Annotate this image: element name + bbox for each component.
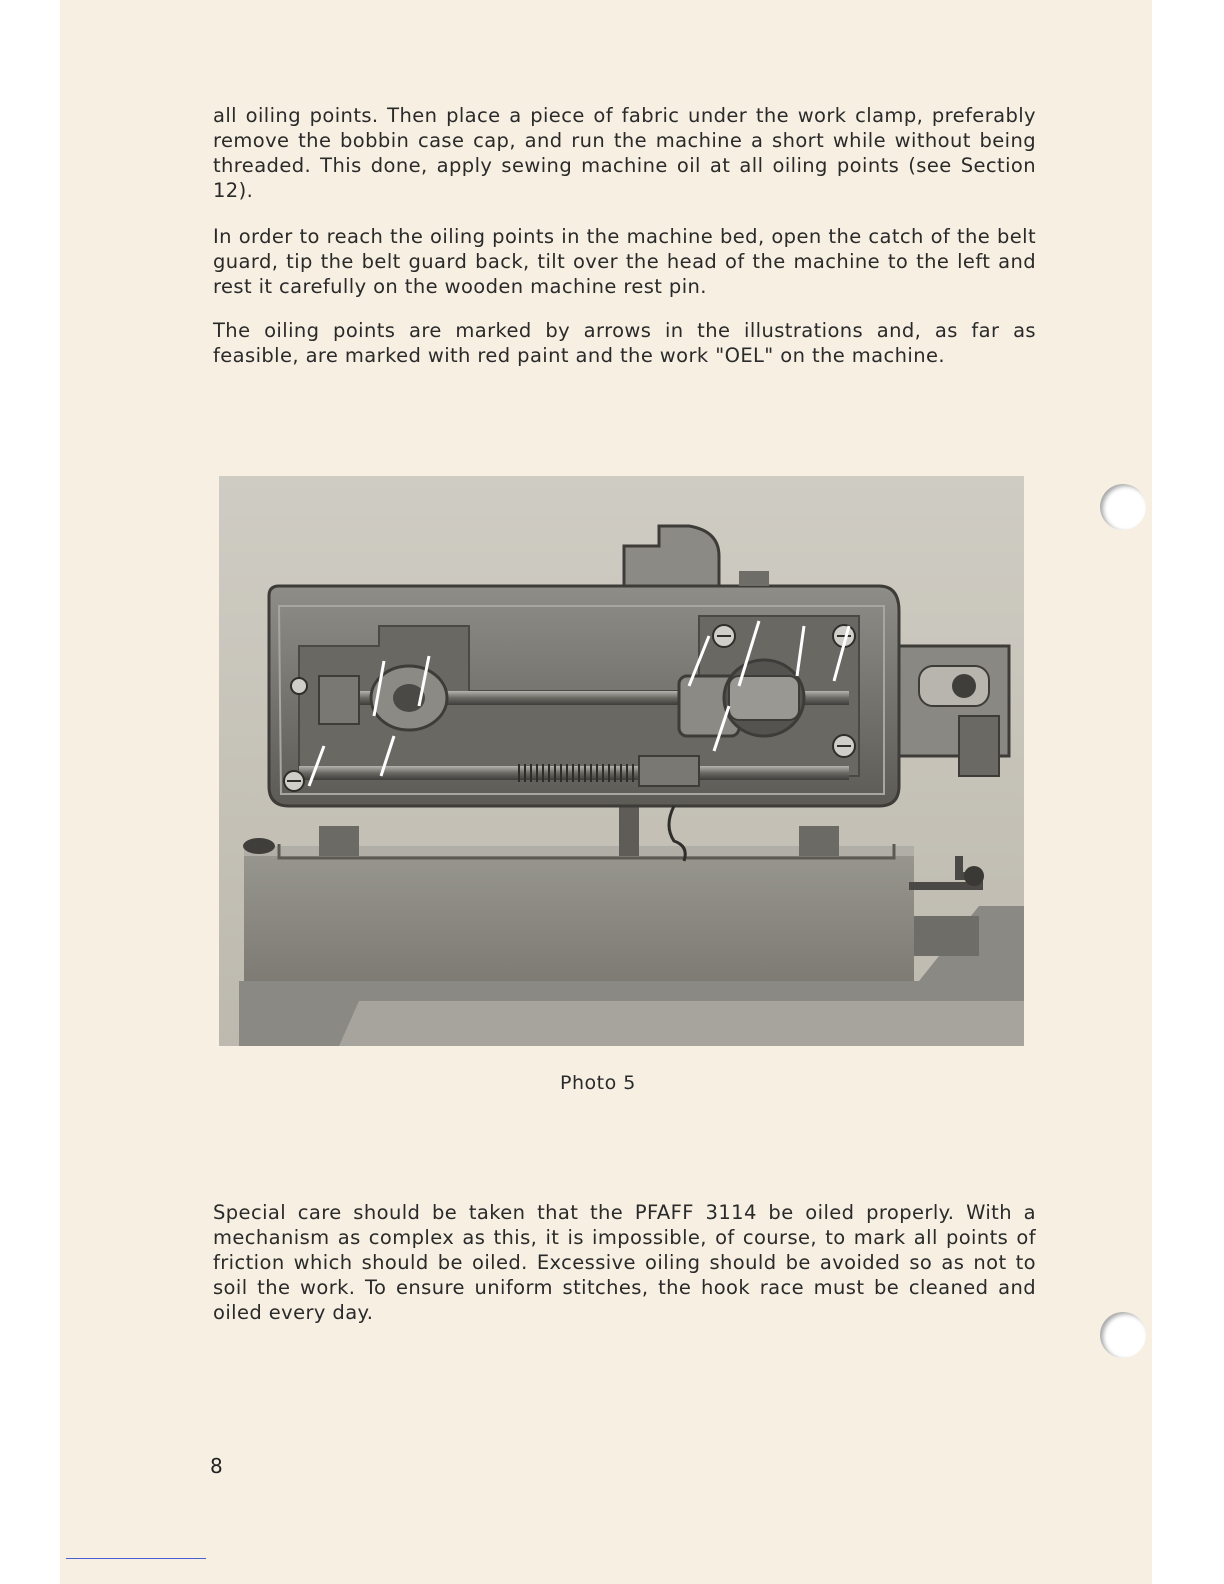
paragraph-oiling-markings: The oiling points are marked by arrows in the illustrations and, as far as feasible, are marked with red paint and the work "OEL" on the machine. (213, 319, 1036, 367)
sewing-machine-underside-photo (219, 476, 1024, 1046)
scan-edge-line (66, 1558, 206, 1559)
document-page (60, 0, 1152, 1584)
paragraph-machine-bed-access: In order to reach the oiling points in the machine bed, open the catch of the belt guard, tip the belt guard back, tilt over the head of the machine to the left and rest it carefully on the wooden machine rest pin. (213, 225, 1036, 298)
paragraph-oiling-intro: all oiling points. Then place a piece of fabric under the work clamp, preferably remove the bobbin case cap, and run the machine a short while without being threaded. This done, apply sewing machine oil at all oiling points (see Section 12). (213, 104, 1036, 202)
photo-caption: Photo 5 (560, 1072, 636, 1094)
page-number: 8 (210, 1454, 223, 1478)
punch-hole (1100, 484, 1146, 530)
punch-hole (1100, 1312, 1146, 1358)
paragraph-oiling-care: Special care should be taken that the PFAFF 3114 be oiled properly. With a mechanism as complex as this, it is impossible, of course, to mark all points of friction which should be oiled. Excessive oiling should be avoided so as not to soil the work. To ensure uniform stitches, the hook race must be cleaned and oiled every day. (213, 1201, 1036, 1324)
